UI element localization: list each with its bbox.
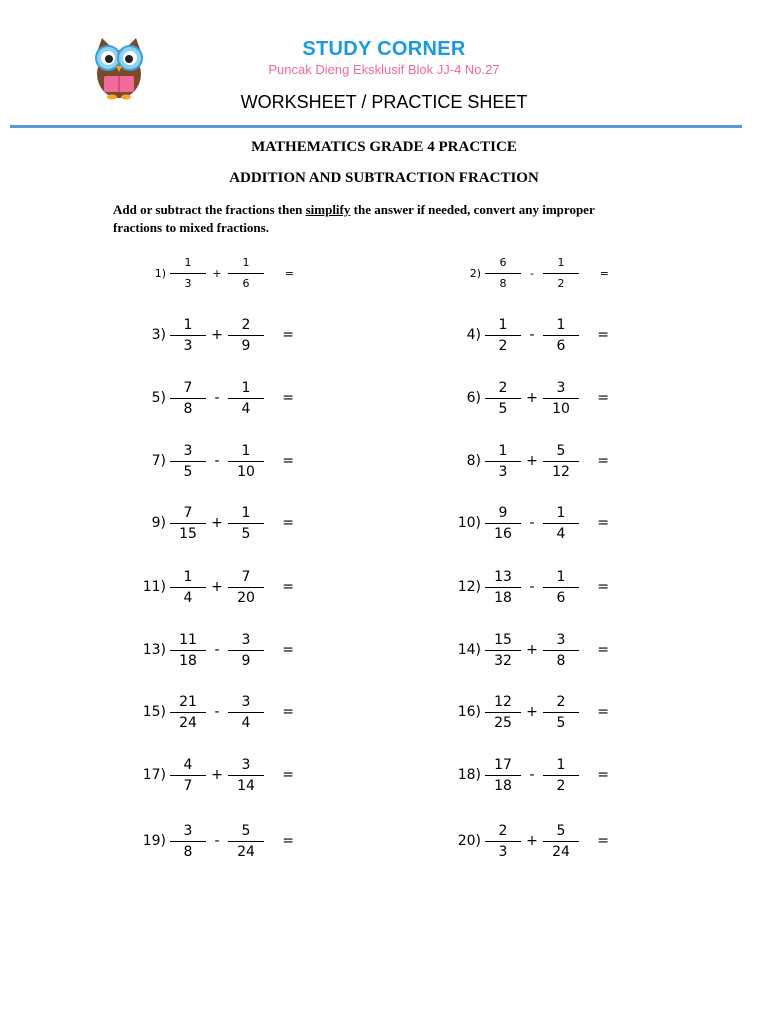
fraction-b	[541, 380, 581, 417]
operator: -	[529, 579, 535, 595]
numerator: 11	[179, 631, 197, 648]
fraction-b	[541, 757, 581, 794]
fraction-bar	[170, 650, 206, 651]
problem-item	[447, 315, 609, 355]
denominator: 7	[183, 777, 193, 794]
equals-sign: =	[282, 704, 294, 720]
fraction-a	[168, 443, 208, 480]
operator: +	[526, 642, 538, 658]
denominator: 2	[498, 337, 508, 354]
fraction-bar	[170, 461, 206, 462]
fraction-b	[226, 569, 266, 606]
numerator: 6	[499, 255, 507, 269]
problem-number: 12)	[457, 579, 481, 595]
fraction-bar	[543, 398, 579, 399]
numerator: 1	[183, 568, 193, 585]
denominator: 5	[556, 714, 566, 731]
denominator: 2	[557, 276, 565, 290]
equals-sign: =	[597, 453, 609, 469]
numerator: 3	[183, 442, 193, 459]
operator: +	[211, 579, 223, 595]
denominator: 20	[237, 589, 255, 606]
numerator: 17	[494, 756, 512, 773]
denominator: 6	[556, 589, 566, 606]
problem-number: 16)	[457, 704, 481, 720]
numerator: 3	[556, 379, 566, 396]
instructions-text-end: the answer if needed, convert any improper fractions to mixed fractions.	[113, 202, 595, 235]
equals-sign: =	[284, 266, 294, 280]
problem-number: 2)	[469, 266, 481, 280]
denominator: 3	[498, 843, 508, 860]
equals-sign: =	[597, 642, 609, 658]
fraction-bar	[485, 775, 521, 776]
equals-sign: =	[597, 767, 609, 783]
fraction-b	[541, 317, 581, 354]
numerator: 1	[556, 568, 566, 585]
fraction-a	[168, 317, 208, 354]
operator: -	[214, 833, 220, 849]
problem-item	[447, 441, 609, 481]
fraction-b	[226, 632, 266, 669]
problem-number: 17)	[142, 767, 166, 783]
fraction-b	[226, 255, 266, 292]
problem-item	[447, 692, 609, 732]
problem-number: 6)	[466, 390, 481, 406]
sheet-title: WORKSHEET / PRACTICE SHEET	[240, 92, 528, 112]
numerator: 1	[498, 316, 508, 333]
fraction-bar	[170, 335, 206, 336]
fraction-b	[226, 694, 266, 731]
problem-number: 4)	[466, 327, 481, 343]
denominator: 3	[498, 463, 508, 480]
numerator: 1	[242, 255, 250, 269]
problem-item	[132, 503, 294, 543]
fraction-b	[226, 443, 266, 480]
denominator: 24	[552, 843, 570, 860]
subject-heading: MATHEMATICS GRADE 4 PRACTICE	[251, 139, 517, 155]
problem-number: 5)	[151, 390, 166, 406]
problem-item	[132, 441, 294, 481]
fraction-a	[483, 255, 523, 292]
fraction-a	[483, 380, 523, 417]
equals-sign: =	[282, 767, 294, 783]
problem-item	[132, 315, 294, 355]
denominator: 4	[241, 400, 251, 417]
problem-number: 9)	[151, 515, 166, 531]
fraction-a	[168, 757, 208, 794]
denominator: 4	[556, 525, 566, 542]
topic-heading: ADDITION AND SUBTRACTION FRACTION	[229, 170, 539, 186]
problem-number: 20)	[457, 833, 481, 849]
fraction-bar	[543, 523, 579, 524]
operator: +	[211, 515, 223, 531]
denominator: 6	[242, 276, 250, 290]
instructions-text: Add or subtract the fractions then	[113, 202, 306, 217]
equals-sign: =	[597, 327, 609, 343]
fraction-bar	[228, 841, 264, 842]
fraction-a	[168, 505, 208, 542]
fraction-bar	[170, 712, 206, 713]
problem-item	[447, 253, 609, 293]
numerator: 21	[179, 693, 197, 710]
fraction-bar	[228, 398, 264, 399]
numerator: 1	[184, 255, 192, 269]
denominator: 10	[237, 463, 255, 480]
denominator: 32	[494, 652, 512, 669]
denominator: 10	[552, 400, 570, 417]
fraction-a	[483, 443, 523, 480]
operator: -	[214, 453, 220, 469]
numerator: 5	[556, 822, 566, 839]
denominator: 8	[183, 400, 193, 417]
fraction-b	[541, 255, 581, 292]
fraction-b	[541, 823, 581, 860]
problem-item	[132, 253, 294, 293]
fraction-b	[226, 380, 266, 417]
fraction-a	[168, 380, 208, 417]
operator: -	[214, 642, 220, 658]
numerator: 3	[241, 756, 251, 773]
problem-number: 15)	[142, 704, 166, 720]
fraction-bar	[170, 523, 206, 524]
numerator: 7	[183, 504, 193, 521]
numerator: 3	[241, 693, 251, 710]
denominator: 14	[237, 777, 255, 794]
fraction-bar	[170, 841, 206, 842]
fraction-b	[226, 757, 266, 794]
fraction-b	[541, 694, 581, 731]
fraction-bar	[170, 775, 206, 776]
operator: +	[526, 704, 538, 720]
problem-number: 10)	[457, 515, 481, 531]
denominator: 9	[241, 652, 251, 669]
equals-sign: =	[282, 390, 294, 406]
fraction-a	[483, 505, 523, 542]
numerator: 1	[241, 442, 251, 459]
equals-sign: =	[282, 833, 294, 849]
denominator: 3	[184, 276, 192, 290]
fraction-b	[541, 505, 581, 542]
numerator: 5	[241, 822, 251, 839]
fraction-bar	[228, 775, 264, 776]
denominator: 8	[183, 843, 193, 860]
problem-item	[447, 503, 609, 543]
equals-sign: =	[599, 266, 609, 280]
fraction-bar	[543, 335, 579, 336]
denominator: 9	[241, 337, 251, 354]
fraction-a	[483, 823, 523, 860]
denominator: 15	[179, 525, 197, 542]
fraction-a	[483, 694, 523, 731]
problem-item	[132, 821, 294, 861]
problem-item	[132, 567, 294, 607]
operator: -	[529, 327, 535, 343]
problem-number: 11)	[142, 579, 166, 595]
fraction-a	[483, 317, 523, 354]
fraction-a	[168, 569, 208, 606]
denominator: 24	[179, 714, 197, 731]
instructions-emphasis: simplify	[305, 202, 351, 217]
fraction-bar	[485, 523, 521, 524]
problem-item	[132, 630, 294, 670]
equals-sign: =	[597, 515, 609, 531]
operator: -	[530, 266, 534, 280]
fraction-bar	[228, 587, 264, 588]
fraction-a	[483, 632, 523, 669]
numerator: 15	[494, 631, 512, 648]
numerator: 2	[241, 316, 251, 333]
fraction-bar	[485, 398, 521, 399]
problem-item	[132, 692, 294, 732]
equals-sign: =	[597, 579, 609, 595]
fraction-bar	[543, 273, 579, 274]
fraction-bar	[170, 273, 206, 274]
denominator: 3	[183, 337, 193, 354]
numerator: 1	[556, 504, 566, 521]
problem-item	[447, 821, 609, 861]
denominator: 4	[241, 714, 251, 731]
brand-name: STUDY CORNER	[302, 38, 466, 60]
equals-sign: =	[597, 390, 609, 406]
problem-number: 7)	[151, 453, 166, 469]
fraction-bar	[485, 461, 521, 462]
problem-item	[132, 755, 294, 795]
equals-sign: =	[282, 515, 294, 531]
problem-item	[447, 630, 609, 670]
fraction-bar	[485, 841, 521, 842]
fraction-bar	[228, 523, 264, 524]
fraction-b	[541, 443, 581, 480]
equals-sign: =	[282, 642, 294, 658]
denominator: 18	[179, 652, 197, 669]
numerator: 1	[241, 379, 251, 396]
numerator: 13	[494, 568, 512, 585]
problem-number: 18)	[457, 767, 481, 783]
numerator: 3	[241, 631, 251, 648]
denominator: 18	[494, 777, 512, 794]
fraction-bar	[543, 650, 579, 651]
denominator: 8	[499, 276, 507, 290]
numerator: 1	[183, 316, 193, 333]
fraction-a	[168, 632, 208, 669]
denominator: 6	[556, 337, 566, 354]
denominator: 5	[498, 400, 508, 417]
operator: +	[211, 767, 223, 783]
operator: +	[526, 833, 538, 849]
numerator: 1	[556, 316, 566, 333]
fraction-a	[168, 255, 208, 292]
numerator: 5	[556, 442, 566, 459]
fraction-bar	[170, 587, 206, 588]
equals-sign: =	[282, 453, 294, 469]
fraction-b	[226, 505, 266, 542]
denominator: 5	[241, 525, 251, 542]
fraction-bar	[543, 461, 579, 462]
numerator: 9	[498, 504, 508, 521]
problem-number: 8)	[466, 453, 481, 469]
fraction-bar	[485, 335, 521, 336]
fraction-bar	[543, 775, 579, 776]
operator: -	[214, 390, 220, 406]
operator: -	[529, 515, 535, 531]
fraction-b	[226, 823, 266, 860]
equals-sign: =	[282, 327, 294, 343]
fraction-bar	[543, 587, 579, 588]
operator: +	[526, 390, 538, 406]
fraction-b	[226, 317, 266, 354]
fraction-bar	[485, 712, 521, 713]
problem-item	[447, 567, 609, 607]
operator: -	[214, 704, 220, 720]
equals-sign: =	[597, 833, 609, 849]
denominator: 8	[556, 652, 566, 669]
fraction-b	[541, 569, 581, 606]
numerator: 3	[183, 822, 193, 839]
fraction-bar	[170, 398, 206, 399]
denominator: 4	[183, 589, 193, 606]
problem-number: 3)	[151, 327, 166, 343]
denominator: 18	[494, 589, 512, 606]
problem-item	[132, 378, 294, 418]
operator: -	[529, 767, 535, 783]
numerator: 12	[494, 693, 512, 710]
fraction-bar	[228, 335, 264, 336]
fraction-a	[483, 569, 523, 606]
denominator: 24	[237, 843, 255, 860]
operator: +	[212, 266, 222, 280]
fraction-bar	[228, 461, 264, 462]
numerator: 2	[498, 379, 508, 396]
fraction-bar	[228, 712, 264, 713]
numerator: 1	[498, 442, 508, 459]
denominator: 5	[183, 463, 193, 480]
fraction-bar	[485, 587, 521, 588]
fraction-bar	[228, 650, 264, 651]
fraction-bar	[228, 273, 264, 274]
denominator: 16	[494, 525, 512, 542]
brand-address: Puncak Dieng Eksklusif Blok JJ-4 No.27	[268, 62, 500, 77]
numerator: 1	[557, 255, 565, 269]
equals-sign: =	[597, 704, 609, 720]
fraction-a	[168, 694, 208, 731]
problem-item	[447, 755, 609, 795]
problem-number: 13)	[142, 642, 166, 658]
numerator: 4	[183, 756, 193, 773]
numerator: 1	[556, 756, 566, 773]
fraction-a	[483, 757, 523, 794]
operator: +	[211, 327, 223, 343]
numerator: 7	[241, 568, 251, 585]
problem-number: 1)	[154, 266, 166, 280]
problem-number: 19)	[142, 833, 166, 849]
fraction-bar	[543, 841, 579, 842]
numerator: 3	[556, 631, 566, 648]
equals-sign: =	[282, 579, 294, 595]
numerator: 2	[556, 693, 566, 710]
numerator: 7	[183, 379, 193, 396]
denominator: 25	[494, 714, 512, 731]
operator: +	[526, 453, 538, 469]
denominator: 2	[556, 777, 566, 794]
fraction-bar	[485, 650, 521, 651]
problem-number: 14)	[457, 642, 481, 658]
fraction-b	[541, 632, 581, 669]
fraction-a	[168, 823, 208, 860]
problem-item	[447, 378, 609, 418]
numerator: 1	[241, 504, 251, 521]
fraction-bar	[485, 273, 521, 274]
denominator: 12	[552, 463, 570, 480]
numerator: 2	[498, 822, 508, 839]
fraction-bar	[543, 712, 579, 713]
